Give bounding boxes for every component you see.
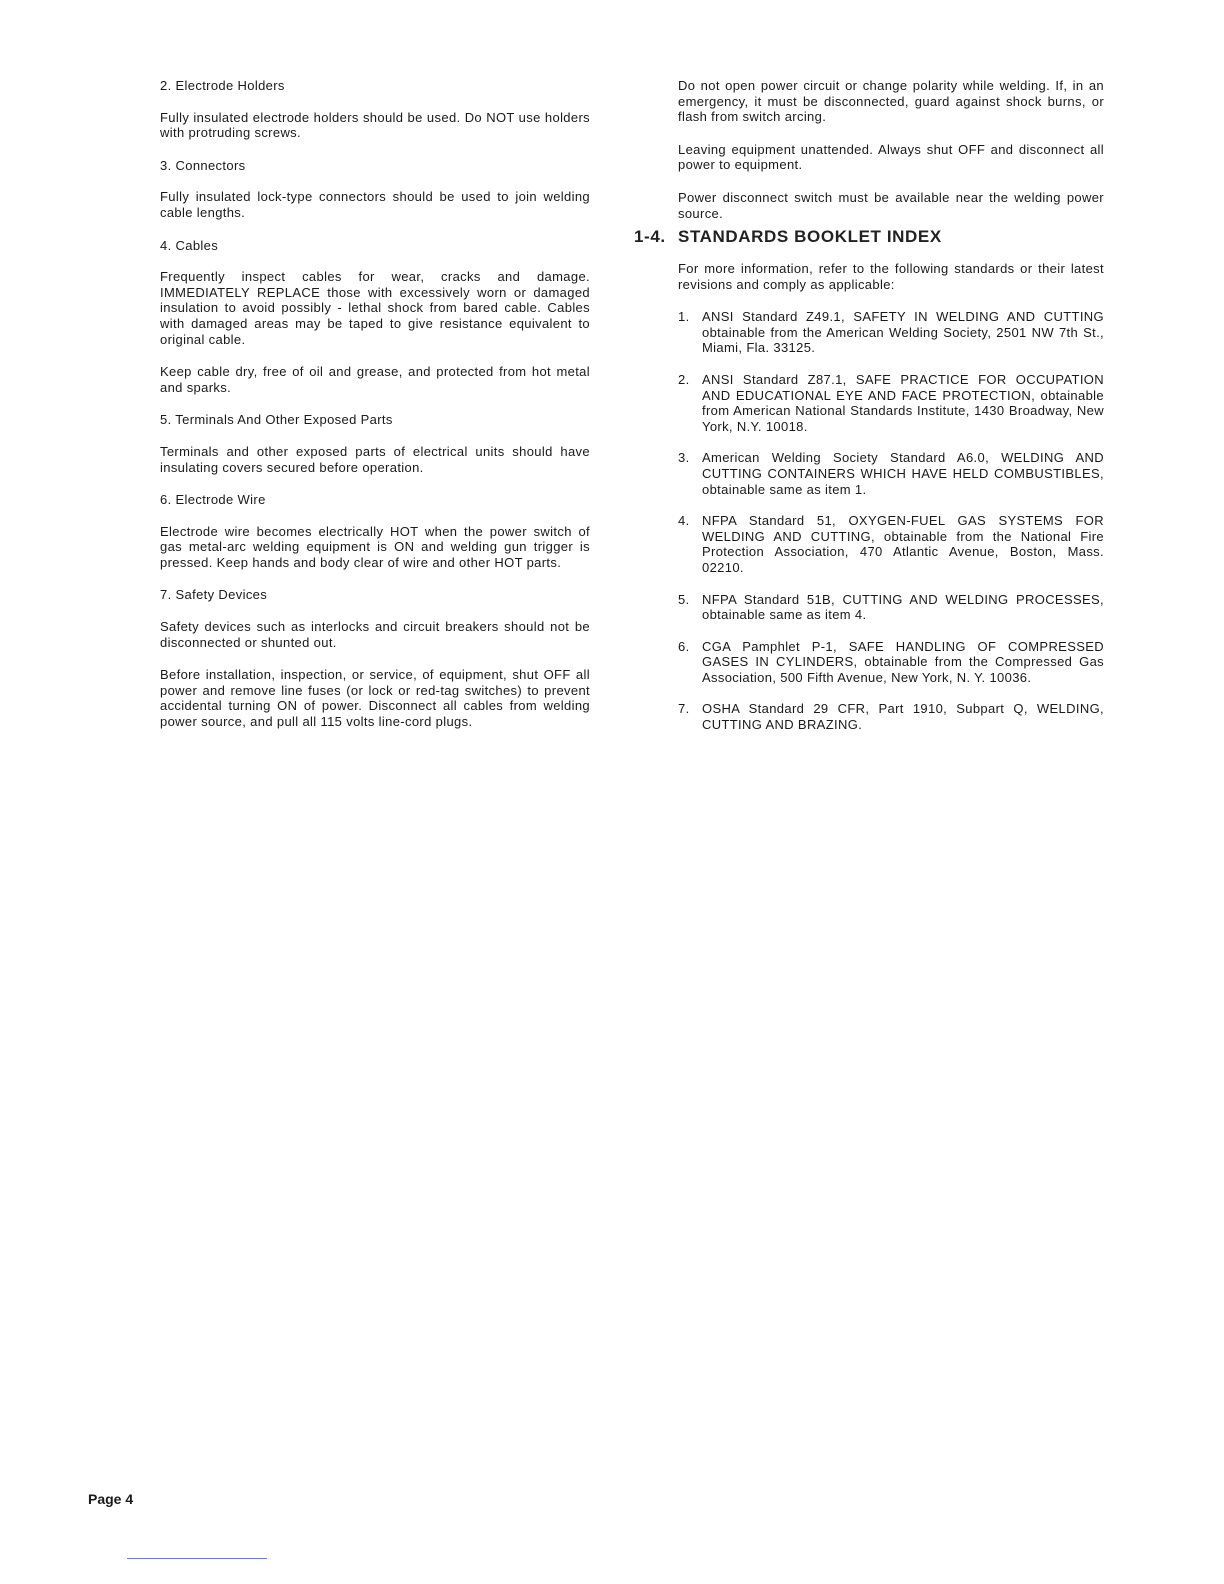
subheading-terminals: 5. Terminals And Other Exposed Parts xyxy=(160,412,393,428)
subheading-connectors: 3. Connectors xyxy=(160,157,246,173)
subheading-cables: 4. Cables xyxy=(160,237,219,253)
list-item xyxy=(678,639,1104,686)
paragraph-unattended: Leaving equipment unattended. Always shut OFF and disconnect all power to equipment. xyxy=(678,141,1104,173)
list-item-number: 6. xyxy=(678,638,690,654)
paragraph-cables-inspect: Frequently inspect cables for wear, cracks and damage. IMMEDIATELY REPLACE those with excessively worn or damaged insulation to avoid possibly - lethal shock from bared cable. Cables with damaged areas may be taped to give resistance equivalent to original cable. xyxy=(160,269,590,347)
paragraph-connectors: Fully insulated lock-type connectors should be used to join welding cable lengths. xyxy=(160,189,590,220)
list-item-text: NFPA Standard 51, OXYGEN-FUEL GAS SYSTEMS FOR WELDING AND CUTTING, obtainable from the National Fire Protection Association, 470 Atlantic Avenue, Boston, Mass. 02210. xyxy=(702,513,1104,575)
list-item-text: American Welding Society Standard A6.0, WELDING AND CUTTING CONTAINERS WHICH HAVE HELD COMBUSTIBLES, obtainable same as item 1. xyxy=(702,450,1104,497)
list-item xyxy=(678,701,1104,732)
list-item-text: ANSI Standard Z49.1, SAFETY IN WELDING AND CUTTING obtainable from the American Welding Society, 2501 NW 7th St., Miami, Fla. 33125. xyxy=(702,309,1104,356)
left-column xyxy=(160,78,590,747)
standards-list xyxy=(678,309,1104,732)
footer-rule xyxy=(127,1558,267,1559)
list-item-text: OSHA Standard 29 CFR, Part 1910, Subpart Q, WELDING, CUTTING AND BRAZING. xyxy=(702,701,1104,733)
list-item xyxy=(678,372,1104,434)
paragraph-terminals: Terminals and other exposed parts of electrical units should have insulating covers secured before operation. xyxy=(160,443,590,475)
subheading-electrode-holders: 2. Electrode Holders xyxy=(160,78,285,93)
paragraph-safety-devices: Safety devices such as interlocks and circuit breakers should not be disconnected or shunted out. xyxy=(160,619,590,650)
list-item-text: ANSI Standard Z87.1, SAFE PRACTICE FOR OCCUPATION AND EDUCATIONAL EYE AND FACE PROTECTION, obtainable from American National Standards Institute, 1430 Broadway, New York, N.Y. 10018. xyxy=(702,371,1104,434)
section-number: 1-4. xyxy=(634,227,666,246)
list-item-number: 1. xyxy=(678,309,690,325)
subheading-electrode-wire: 6. Electrode Wire xyxy=(160,492,266,508)
list-item-number: 3. xyxy=(678,450,690,466)
list-item xyxy=(678,592,1104,623)
paragraph-disconnect-switch: Power disconnect switch must be available near the welding power source. xyxy=(678,189,1104,221)
list-item-number: 4. xyxy=(678,513,690,529)
standards-intro: For more information, refer to the following standards or their latest revisions and comply as applicable: xyxy=(678,261,1104,292)
list-item-number: 2. xyxy=(678,371,690,387)
subheading-safety-devices: 7. Safety Devices xyxy=(160,587,268,603)
list-item xyxy=(678,309,1104,356)
list-item xyxy=(678,450,1104,497)
paragraph-electrode-holders: Fully insulated electrode holders should be used. Do NOT use holders with protruding screws. xyxy=(160,109,590,141)
paragraph-cables-dry: Keep cable dry, free of oil and grease, and protected from hot metal and sparks. xyxy=(160,364,590,395)
list-item xyxy=(678,513,1104,575)
paragraph-polarity: Do not open power circuit or change polarity while welding. If, in an emergency, it must be disconnected, guard against shock burns, or flash from switch arcing. xyxy=(678,78,1104,125)
standards-list-block xyxy=(678,261,1104,749)
right-column xyxy=(678,78,1104,238)
section-heading xyxy=(634,227,942,247)
paragraph-electrode-wire: Electrode wire becomes electrically HOT when the power switch of gas metal-arc welding equipment is ON and welding gun trigger is pressed. Keep hands and body clear of wire and other HOT parts. xyxy=(160,523,590,570)
section-title: STANDARDS BOOKLET INDEX xyxy=(678,227,942,246)
list-item-text: CGA Pamphlet P-1, SAFE HANDLING OF COMPRESSED GASES IN CYLINDERS, obtainable from the Compressed Gas Association, 500 Fifth Avenue, New York, N. Y. 10036. xyxy=(702,638,1104,685)
list-item-number: 5. xyxy=(678,591,690,607)
list-item-number: 7. xyxy=(678,701,690,717)
paragraph-before-installation: Before installation, inspection, or service, of equipment, shut OFF all power and remove line fuses (or lock or red-tag switches) to prevent accidental turning ON of power. Disconnect all cables from welding power source, and pull all 115 volts line-cord plugs. xyxy=(160,667,590,730)
list-item-text: NFPA Standard 51B, CUTTING AND WELDING PROCESSES, obtainable same as item 4. xyxy=(702,591,1104,623)
page-number: Page 4 xyxy=(88,1491,134,1507)
